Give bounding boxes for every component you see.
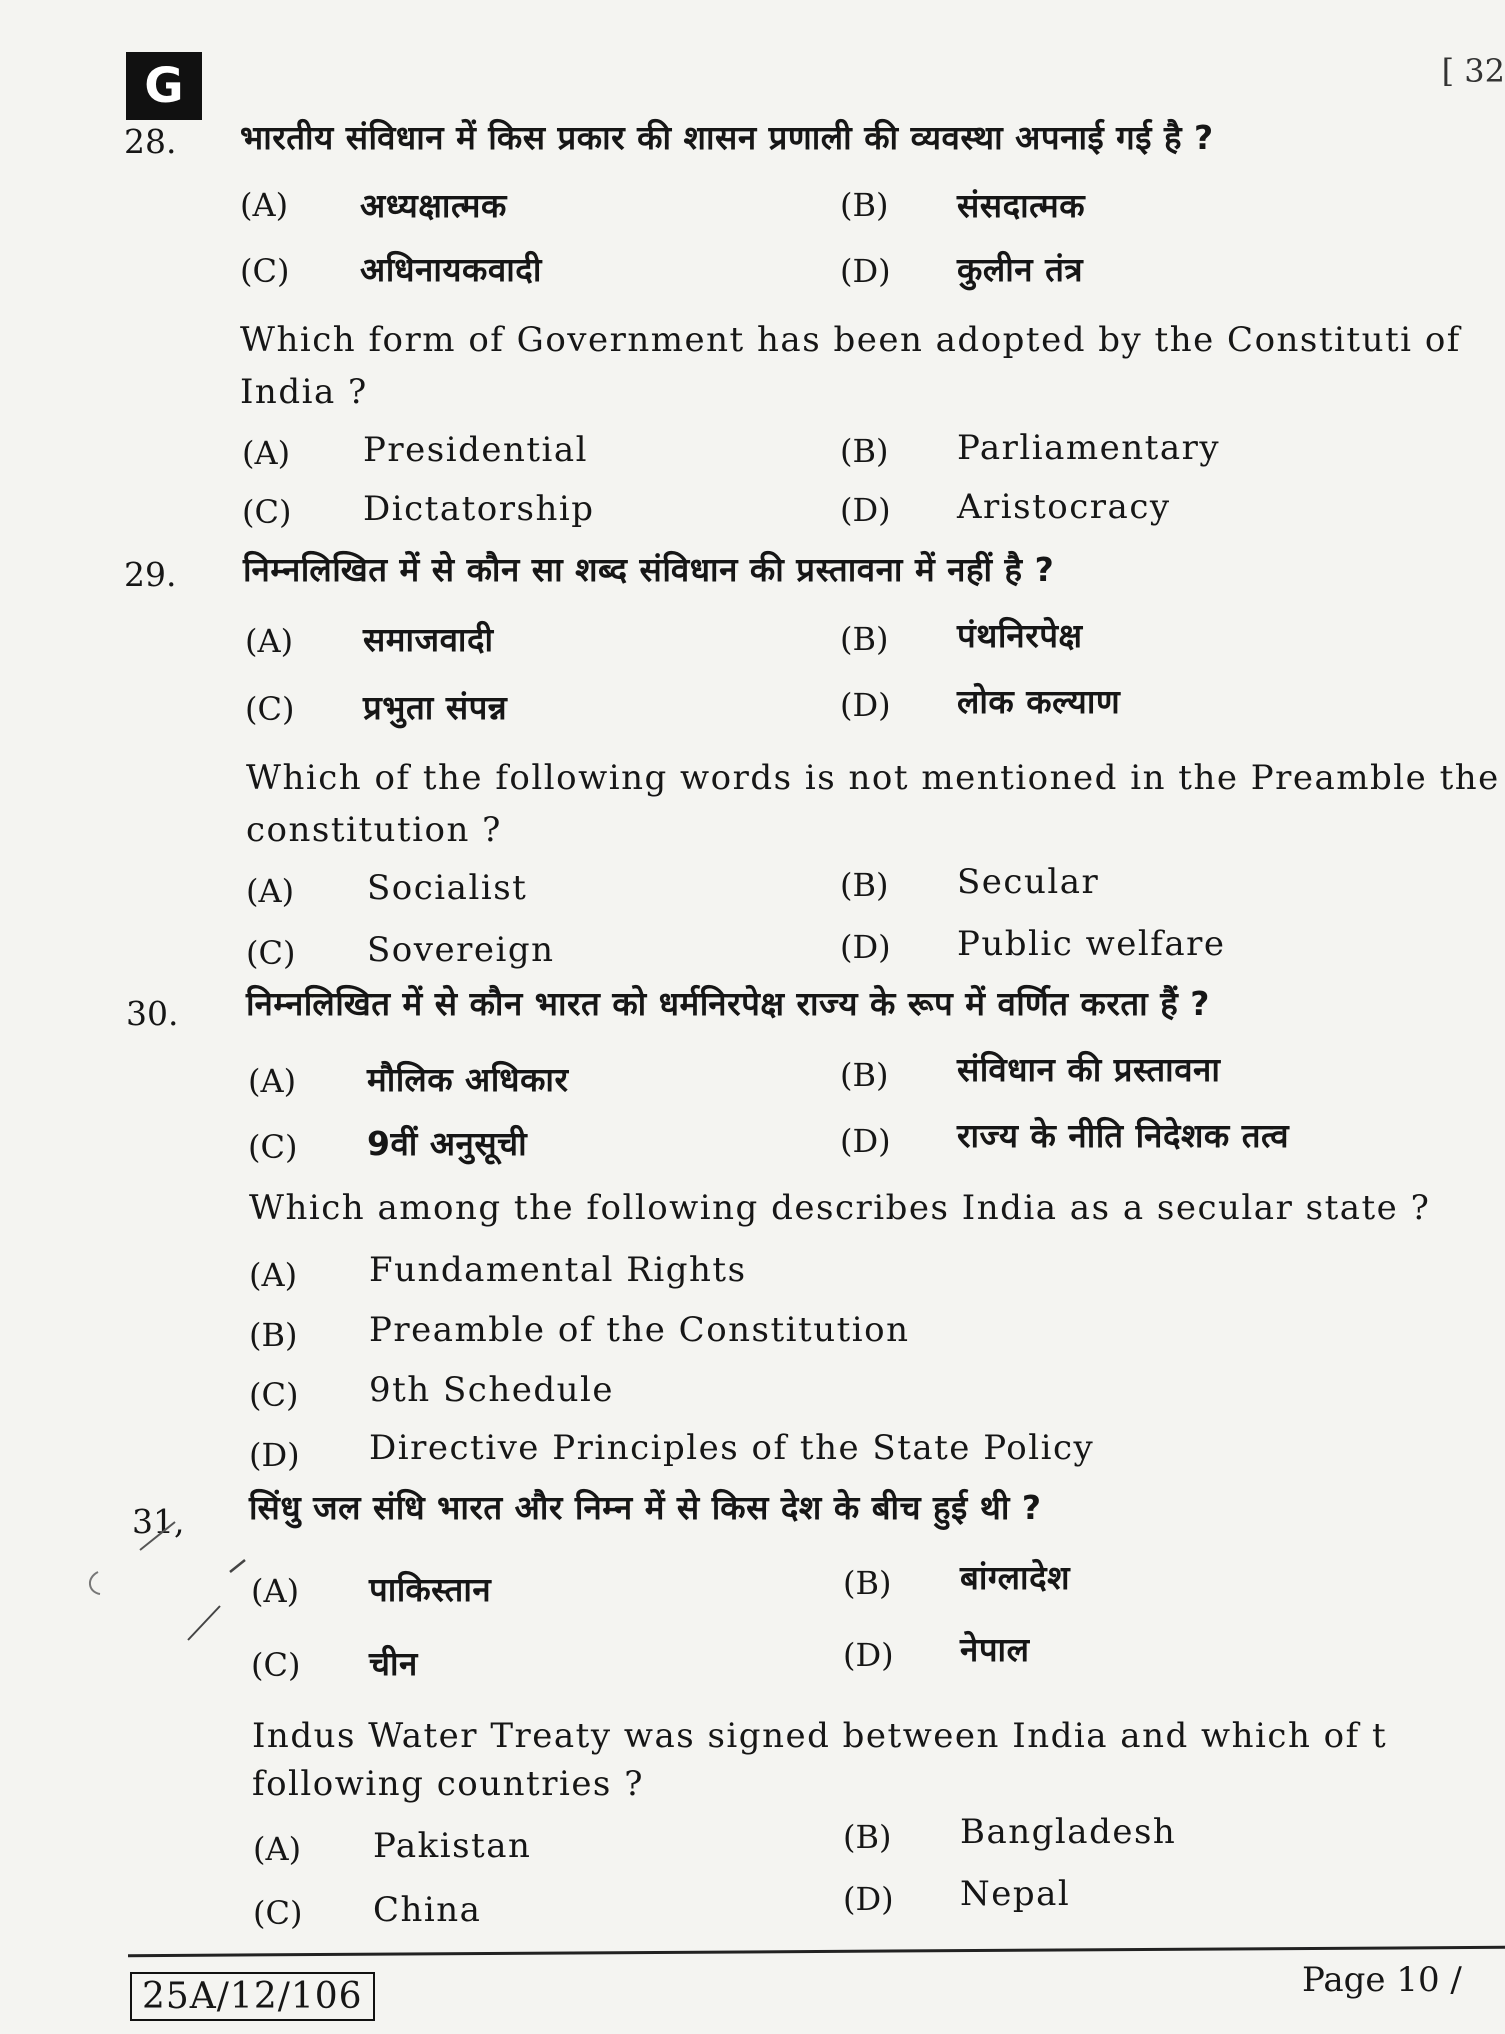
option-label: (A) bbox=[251, 1572, 300, 1610]
option-label: (C) bbox=[248, 1128, 298, 1166]
question-text-english: Which of the following words is not mentioned in the Preamble the constitution ? bbox=[246, 758, 1500, 850]
question-text-english: Indus Water Treaty was signed between India and which of t following countries ? bbox=[252, 1716, 1388, 1804]
option-text-hindi: मौलिक अधिकार bbox=[367, 1060, 569, 1099]
question-text-english: Which form of Government has been adopted by the Constituti of India ? bbox=[240, 320, 1461, 412]
option-label: (C) bbox=[251, 1646, 301, 1684]
option-label: (B) bbox=[840, 432, 889, 470]
option-text-hindi: लोक कल्याण bbox=[957, 682, 1121, 721]
option-text-english: Secular bbox=[957, 862, 1100, 902]
option-text-english: Dictatorship bbox=[363, 489, 595, 529]
option-label: (A) bbox=[242, 434, 291, 472]
option-label: (A) bbox=[246, 872, 295, 910]
option-label: (C) bbox=[240, 252, 290, 290]
option-label: (C) bbox=[242, 493, 292, 531]
question-number: 29. bbox=[124, 555, 177, 594]
option-text-english: China bbox=[373, 1890, 482, 1930]
option-label: (D) bbox=[840, 1122, 891, 1160]
footer-divider bbox=[128, 1946, 1505, 1957]
option-label: (C) bbox=[245, 690, 295, 728]
option-text-english: Socialist bbox=[367, 868, 528, 908]
option-label: (B) bbox=[840, 186, 889, 224]
option-text-english: Preamble of the Constitution bbox=[369, 1310, 910, 1350]
option-label: (C) bbox=[253, 1894, 303, 1932]
option-text-english: Pakistan bbox=[373, 1826, 532, 1866]
option-text-english: Parliamentary bbox=[957, 428, 1221, 468]
option-label: (B) bbox=[840, 620, 889, 658]
option-label: (D) bbox=[843, 1636, 894, 1674]
option-text-hindi: अध्यक्षात्मक bbox=[360, 186, 507, 225]
option-text-hindi: राज्य के नीति निदेशक तत्व bbox=[957, 1116, 1290, 1155]
footer-page-number: Page 10 / bbox=[1302, 1960, 1462, 2000]
option-label: (D) bbox=[840, 252, 891, 290]
option-text-hindi: बांग्लादेश bbox=[960, 1558, 1071, 1597]
option-text-hindi: संसदात्मक bbox=[957, 186, 1086, 225]
option-label: (C) bbox=[246, 934, 296, 972]
option-text-hindi: 9वीं अनुसूची bbox=[367, 1124, 528, 1163]
option-label: (B) bbox=[249, 1316, 298, 1354]
question-number: 30. bbox=[126, 994, 179, 1033]
question-number: 28. bbox=[124, 122, 177, 161]
option-text-hindi: पाकिस्तान bbox=[369, 1570, 492, 1609]
option-text-english: Sovereign bbox=[367, 930, 555, 970]
option-text-hindi: चीन bbox=[369, 1644, 418, 1683]
option-text-english: Directive Principles of the State Policy bbox=[369, 1428, 1095, 1468]
option-label: (A) bbox=[245, 622, 294, 660]
option-text-english: Public welfare bbox=[957, 924, 1226, 964]
option-label: (D) bbox=[249, 1436, 300, 1474]
series-code-badge: G bbox=[126, 52, 202, 120]
option-label: (A) bbox=[240, 186, 289, 224]
option-label: (D) bbox=[843, 1880, 894, 1918]
booklet-code: 25A/12/106 bbox=[130, 1972, 375, 2021]
option-text-hindi: अधिनायकवादी bbox=[360, 250, 542, 289]
question-number: 31, bbox=[132, 1502, 185, 1541]
option-text-hindi: समाजवादी bbox=[363, 620, 494, 659]
option-text-english: Fundamental Rights bbox=[369, 1250, 747, 1290]
question-text-english: Which among the following describes India as a secular state ? bbox=[249, 1188, 1431, 1228]
option-text-hindi: कुलीन तंत्र bbox=[957, 250, 1084, 289]
option-text-hindi: पंथनिरपेक्ष bbox=[957, 616, 1083, 655]
question-text-hindi: निम्नलिखित में से कौन सा शब्द संविधान की प्रस्तावना में नहीं है ? bbox=[243, 550, 1055, 589]
option-label: (D) bbox=[840, 491, 891, 529]
option-text-english: 9th Schedule bbox=[369, 1370, 615, 1410]
option-text-hindi: प्रभुता संपन्न bbox=[363, 688, 508, 727]
question-text-hindi: सिंधु जल संधि भारत और निम्न में से किस देश के बीच हुई थी ? bbox=[249, 1488, 1042, 1527]
option-text-hindi: संविधान की प्रस्तावना bbox=[957, 1050, 1221, 1089]
option-text-english: Presidential bbox=[363, 430, 589, 470]
page-number-header: [ 32 bbox=[1441, 52, 1505, 90]
option-label: (A) bbox=[253, 1830, 302, 1868]
option-label: (B) bbox=[840, 866, 889, 904]
option-text-english: Nepal bbox=[960, 1874, 1071, 1914]
option-label: (B) bbox=[843, 1564, 892, 1602]
option-label: (B) bbox=[843, 1818, 892, 1856]
question-text-hindi: निम्नलिखित में से कौन भारत को धर्मनिरपेक्ष राज्य के रूप में वर्णित करता हैं ? bbox=[246, 984, 1210, 1023]
option-label: (A) bbox=[249, 1256, 298, 1294]
option-text-english: Aristocracy bbox=[957, 487, 1171, 527]
option-label: (D) bbox=[840, 928, 891, 966]
option-label: (D) bbox=[840, 686, 891, 724]
option-label: (B) bbox=[840, 1056, 889, 1094]
option-text-hindi: नेपाल bbox=[960, 1630, 1030, 1669]
question-text-hindi: भारतीय संविधान में किस प्रकार की शासन प्रणाली की व्यवस्था अपनाई गई है ? bbox=[240, 118, 1214, 157]
option-text-english: Bangladesh bbox=[960, 1812, 1177, 1852]
option-label: (A) bbox=[248, 1062, 297, 1100]
option-label: (C) bbox=[249, 1376, 299, 1414]
pencil-tick-mark bbox=[80, 1500, 350, 1670]
